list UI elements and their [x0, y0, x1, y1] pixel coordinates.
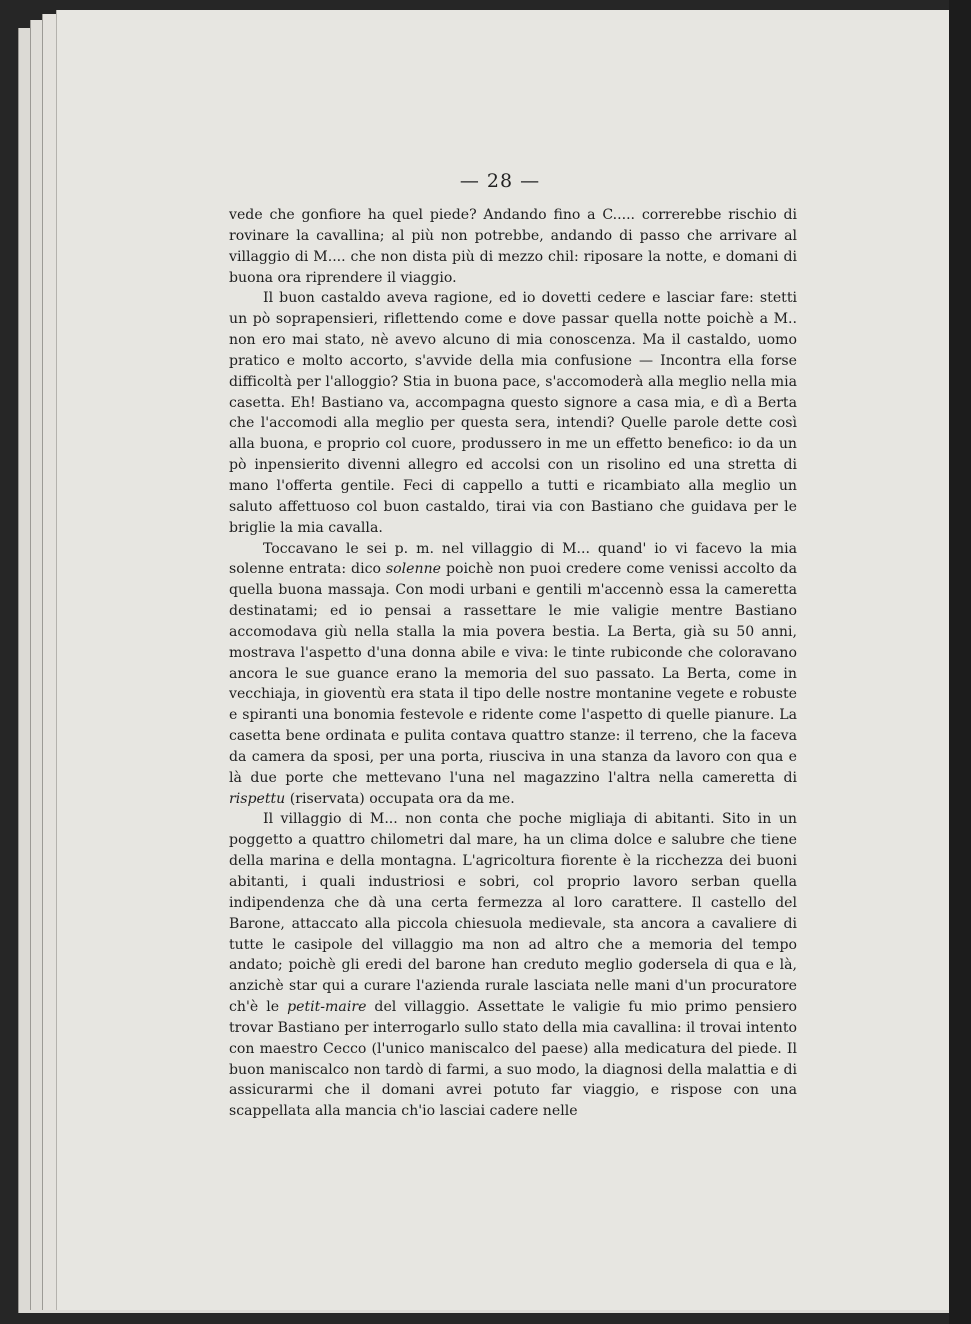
italic-word: rispettu	[229, 790, 286, 807]
paragraph-text: poichè non puoi credere come venissi accolto da quella buona massaja. Con modi urbani e gentili m'accennò essa la cameretta destinatami; ed io pensai a rassettare le mie valigie mentre Bastiano accomodava giù nella stalla la mia povera bestia. La Berta, già su 50 anni, mostrava l'aspetto d'una donna abile e viva: le tinte rubiconde che coloravano ancora le sue guance erano la memoria del suo passato. La Berta, come in vecchiaja, in gioventù era stata il tipo delle nostre montanine vegete e robuste e spiranti una bonomia festevole e ridente come l'aspetto di quelle pianure. La casetta bene ordinata e pulita contava quattro stanze: il terreno, che la faceva da camera da sposi, per una porta, riusciva in una stanza da lavoro con qua e là due porte che mettevano l'una nel magazzino l'altra nella cameretta di	[229, 561, 797, 786]
paragraph	[229, 288, 797, 538]
italic-word: petit-maire	[287, 999, 367, 1016]
italic-word: solenne	[385, 561, 441, 578]
paragraph-text: vede che gonfiore ha quel piede? Andando fino a C..... correrebbe rischio di rovinare la cavallina; al più non potrebbe, andando di passo che arrivare al villaggio di M.... che non dista più di mezzo chil: riposare la notte, e domani di buona ora riprendere il viaggio.	[229, 207, 797, 286]
page-number: — 28 —	[459, 170, 541, 192]
paragraph-text: (riservata) occupata ora da me.	[285, 790, 515, 807]
scan-border	[949, 0, 971, 1324]
paragraph-text: Il buon castaldo aveva ragione, ed io dovetti cedere e lasciar fare: stetti un pò soprapensieri, riflettendo come e dove passar quella notte poichè a M.. non ero mai stato, nè avevo alcuno di mia conoscenza. Ma il castaldo, uomo pratico e molto accorto, s'avvide della mia confusione — Incontra ella forse difficoltà per l'alloggio? Stia in buona pace, s'accomoderà alla meglio nella mia casetta. Eh! Bastiano va, accompagna questo signore a casa mia, e dì a Berta che l'accomodi alla meglio per questa sera, intendi? Quelle parole dette così alla buona, e proprio col cuore, produssero in me un effetto benefico: io da un pò inpensierito divenni allegro ed accolsi con un risolino ed una stretta di mano l'offerta gentile. Feci di cappello a tutti e ricambiato alla meglio un saluto affettuoso col buon castaldo, tirai via con Bastiano che guidava per le briglie la mia cavalla.	[229, 290, 797, 536]
paragraph	[229, 205, 797, 288]
paragraph	[229, 809, 797, 1122]
paragraph-text: del villaggio. Assettate le valigie fu mio primo pensiero trovar Bastiano per interrogarlo sullo stato della mia cavallina: il trovai intento con maestro Cecco (l'unico maniscalco del paese) alla medicatura del piede. Il buon maniscalco non tardò di farmi, a suo modo, la diagnosi della malattia e di assicurarmi che il domani avrei potuto far viaggio, e rispose con una scappellata alla mancia ch'io lasciai cadere nelle	[229, 999, 797, 1120]
body-text	[229, 205, 797, 1122]
paragraph-text: Il villaggio di M... non conta che poche migliaja di abitanti. Sito in un poggetto a quattro chilometri dal mare, ha un clima dolce e salubre che tiene della marina e della montagna. L'agricoltura fiorente è la ricchezza dei buoni abitanti, i quali industriosi e sobri, col proprio lavoro serban quella indipendenza che dà una certa fermezza al loro carattere. Il castello del Barone, attaccato alla piccola chiesuola medievale, sta ancora a cavaliere di tutte le casipole del villaggio ma non ad altro che a memoria del tempo andato; poichè gli eredi del barone han creduto meglio godersela di qua e là, anzichè star qui a curare l'azienda rurale lasciata nelle mani d'un procuratore ch'è le	[229, 811, 797, 1016]
paragraph-text: Toccavano le sei p. m. nel villaggio di M... quand' io vi facevo la mia solenne entrata: dico	[229, 540, 797, 578]
paragraph	[229, 539, 797, 810]
